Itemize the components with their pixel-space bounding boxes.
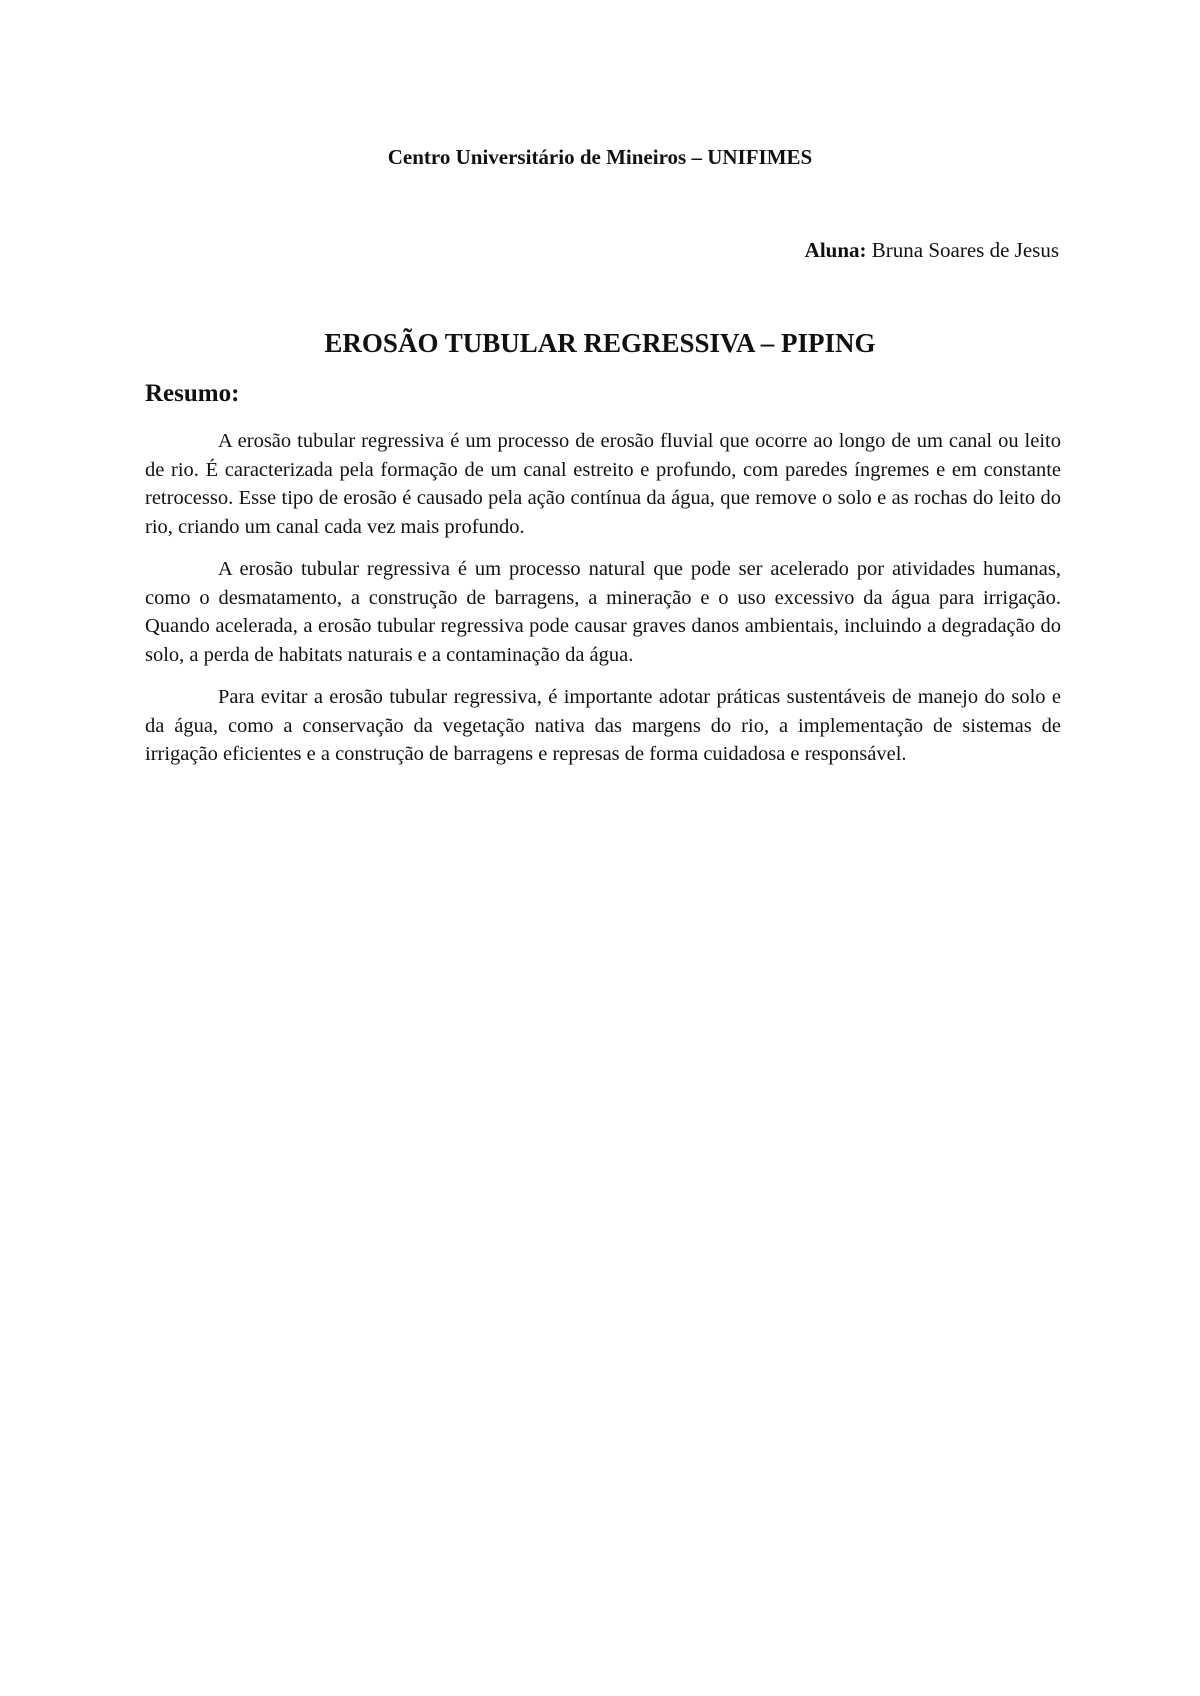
document-title: EROSÃO TUBULAR REGRESSIVA – PIPING [324,328,876,358]
section-heading: Resumo: [145,380,240,407]
paragraph-3: Para evitar a erosão tubular regressiva, é importante adotar práticas sustentáveis de manejo do solo e da água, como a conservação da vegetação nativa das margens do rio, a implementação de sistemas de irrigação eficientes e a construção de barragens e represas de forma cuidadosa e responsável. [145,686,1061,765]
paragraph-2: A erosão tubular regressiva é um processo natural que pode ser acelerado por atividades humanas, como o desmatamento, a construção de barragens, a mineração e o uso excessivo da água para irrigação. Quando acelerada, a erosão tubular regressiva pode causar graves danos ambientais, incluindo a degradação do solo, a perda de habitats naturais e a contaminação da água. [145,558,1061,666]
student-name: Bruna Soares de Jesus [871,238,1059,262]
student-label: Aluna: [804,238,867,262]
paragraph-1: A erosão tubular regressiva é um processo de erosão fluvial que ocorre ao longo de um canal ou leito de rio. É caracterizada pela formação de um canal estreito e profundo, com paredes íngremes e em constante retrocesso. Esse tipo de erosão é causado pela ação contínua da água, que remove o solo e as rochas do leito do rio, criando um canal cada vez mais profundo. [145,430,1061,538]
institution-name: Centro Universitário de Mineiros – UNIFIMES [387,145,813,169]
student-line [805,238,1059,263]
abstract-body [145,427,1061,783]
